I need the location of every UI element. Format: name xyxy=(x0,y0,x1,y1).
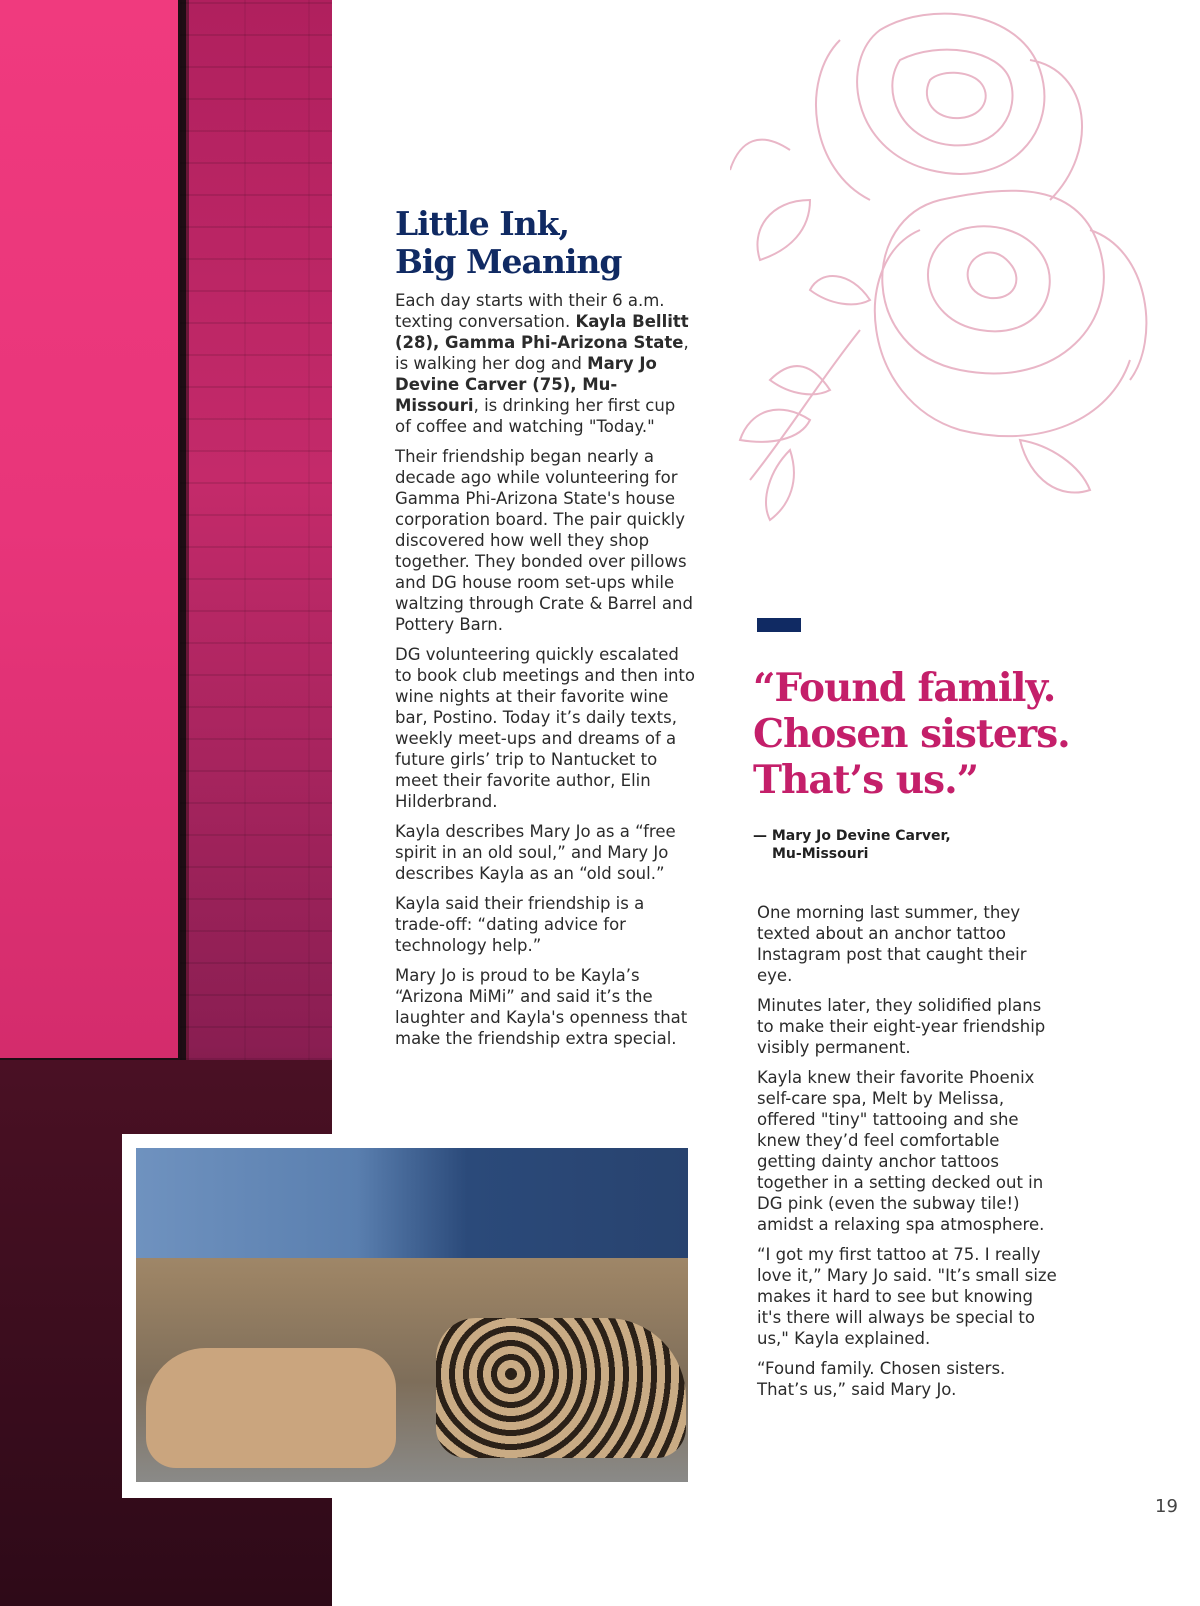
paragraph-intro xyxy=(395,290,695,437)
paragraph: Kayla describes Mary Jo as a “free spirit in an old soul,” and Mary Jo describes Kayla as an “old soul.” xyxy=(395,822,676,883)
title-line-1: Little Ink, xyxy=(395,204,570,243)
rose-line-art-icon xyxy=(730,0,1200,540)
jeans-cuffs xyxy=(136,1148,688,1258)
paragraph: Kayla said their friendship is a trade-off: “dating advice for technology help.” xyxy=(395,894,645,955)
paragraph: DG volunteering quickly escalated to book club meetings and then into wine nights at their favorite wine bar, Postino. Today it’s daily texts, weekly meet-ups and dreams of a future girls’ trip to Nantucket to meet their favorite author, Elin Hilderbrand. xyxy=(395,645,695,811)
brick-wall xyxy=(180,0,332,1060)
attribution-chapter: Mu-Missouri xyxy=(772,846,869,862)
pull-quote xyxy=(753,665,1073,803)
text-segment: , is walking her dog and xyxy=(395,333,689,373)
quote-attribution xyxy=(753,827,951,863)
paragraph: Minutes later, they solidified plans to make their eight-year friendship visibly permanent. xyxy=(757,996,1046,1057)
tattoo-flash-poster xyxy=(0,0,186,1066)
column-left-body xyxy=(395,290,695,1058)
attribution-name: — Mary Jo Devine Carver, xyxy=(753,828,951,844)
column-right-body xyxy=(757,902,1057,1409)
paragraph: Kayla knew their favorite Phoenix self-care spa, Melt by Melissa, offered "tiny" tattooing and she knew they’d feel comfortable getting dainty anchor tattoos together in a setting decked out in DG pink (even the subway tile!) amidst a relaxing spa atmosphere. xyxy=(757,1068,1045,1234)
title-line-2: Big Meaning xyxy=(395,242,622,281)
paragraph: “I got my first tattoo at 75. I really love it,” Mary Jo said. "It’s small size makes it hard to see but knowing it's there will always be special to us," Kayla explained. xyxy=(757,1245,1057,1348)
name-mary-jo: Mary Jo Devine Carver (75), Mu-Missouri xyxy=(395,354,657,415)
text-segment: Each day starts with their 6 a.m. texting conversation. xyxy=(395,291,665,331)
name-kayla: Kayla Bellitt (28), Gamma Phi-Arizona State xyxy=(395,312,689,352)
paragraph: One morning last summer, they texted about an anchor tattoo Instagram post that caught their eye. xyxy=(757,903,1027,985)
pull-quote-line-2: Chosen sisters. xyxy=(753,711,1070,757)
paragraph: Their friendship began nearly a decade ago while volunteering for Gamma Phi-Arizona State's house corporation board. The pair quickly discovered how well they shop together. They bonded over pillows and DG house room set-ups while waltzing through Crate & Barrel and Pottery Barn. xyxy=(395,447,693,634)
quote-accent-bar xyxy=(757,618,801,632)
article-title xyxy=(395,205,622,281)
text-segment: , is drinking her first cup of coffee and watching "Today." xyxy=(395,396,676,436)
pull-quote-line-3: That’s us.” xyxy=(753,757,979,803)
pull-quote-line-1: “Found family. xyxy=(753,665,1056,711)
pearl-sandal xyxy=(146,1348,396,1468)
photo-frame-tattoos xyxy=(122,1134,704,1498)
page-number: 19 xyxy=(1155,1496,1178,1517)
photo-ankle-tattoos xyxy=(136,1148,688,1482)
paragraph: Mary Jo is proud to be Kayla’s “Arizona MiMi” and said it’s the laughter and Kayla's openness that make the friendship extra special. xyxy=(395,966,688,1048)
paragraph: “Found family. Chosen sisters. That’s us,” said Mary Jo. xyxy=(757,1359,1006,1399)
leopard-flat xyxy=(436,1318,686,1458)
